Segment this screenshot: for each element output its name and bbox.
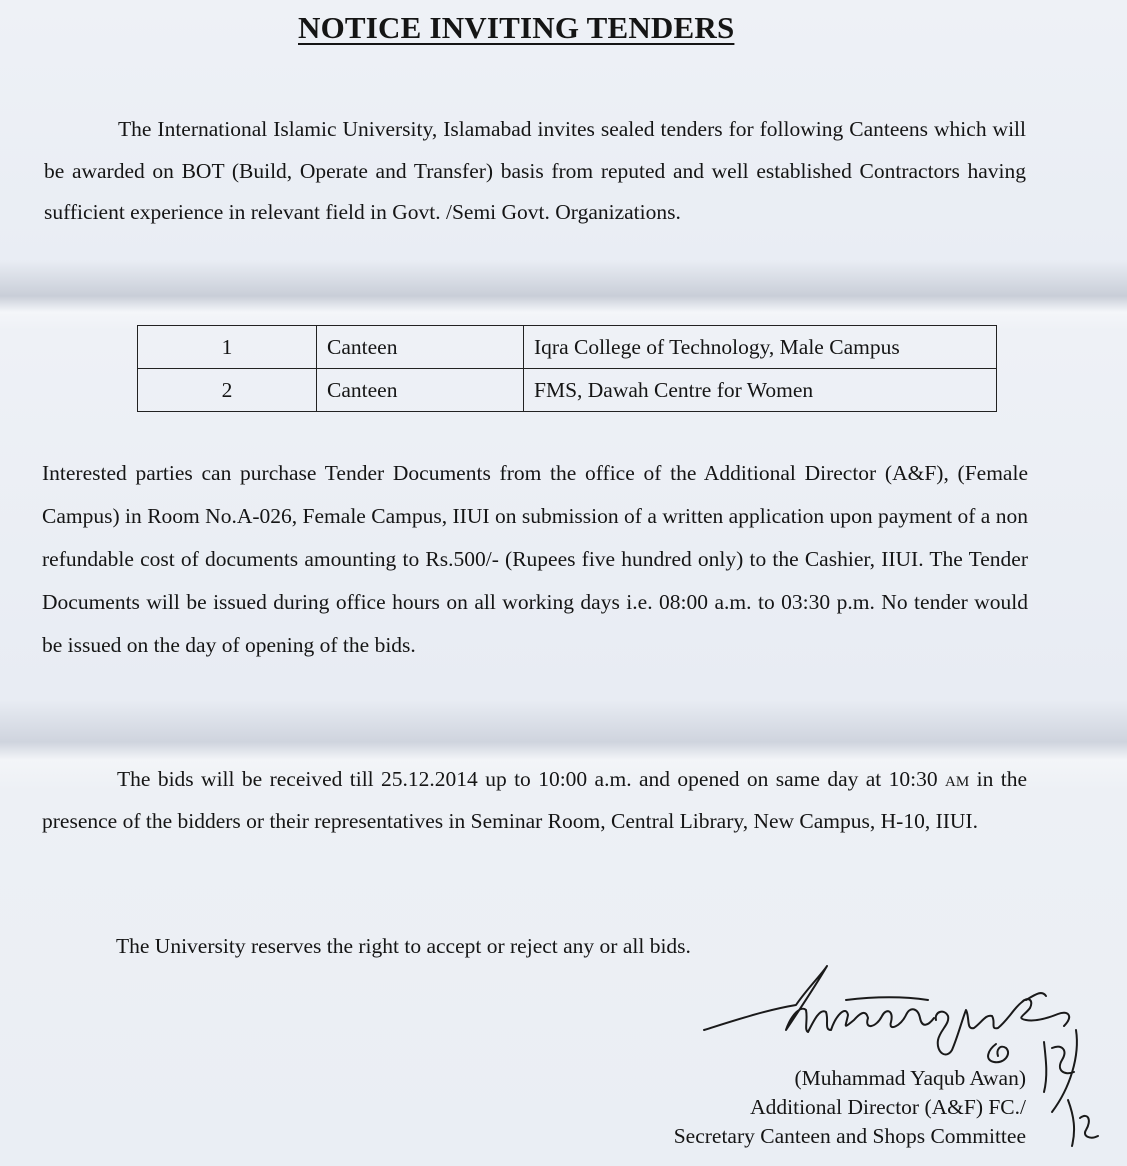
- intro-paragraph: The International Islamic University, Islamabad invites sealed tenders for following Canteens which will be awarded on BOT (Build, Operate and Transfer) basis from reputed and well established Contractors having sufficient experience in relevant field in Govt. /Semi Govt. Organizations.: [44, 117, 1026, 224]
- table-row: [138, 369, 997, 412]
- row-location: FMS, Dawah Centre for Women: [524, 369, 997, 412]
- signatory-name: (Muhammad Yaqub Awan): [794, 1066, 1026, 1090]
- signatory-designation: Additional Director (A&F) FC./: [750, 1095, 1026, 1119]
- row-location: Iqra College of Technology, Male Campus: [524, 326, 997, 369]
- row-number: 1: [138, 326, 317, 369]
- bids-text-am: am: [945, 767, 970, 791]
- bids-paragraph: [42, 758, 1027, 842]
- signatory-committee: Secretary Canteen and Shops Committee: [673, 1124, 1026, 1148]
- signature-block: [674, 1064, 1026, 1151]
- reserve-paragraph: The University reserves the right to accept or reject any or all bids.: [116, 934, 691, 958]
- row-type: Canteen: [317, 326, 524, 369]
- notice-title: NOTICE INVITING TENDERS: [298, 10, 735, 45]
- bids-text-part1: The bids will be received till 25.12.2014 up to 10:00 a.m. and opened on same day at 10:30: [117, 767, 946, 791]
- canteen-table: [137, 325, 997, 412]
- table-row: [138, 326, 997, 369]
- bids-text-part2: in the presence of the bidders or their representatives in Seminar Room, Central Library, New Campus, H-10, IIUI.: [42, 767, 1027, 833]
- purchase-paragraph: Interested parties can purchase Tender Documents from the office of the Additional Director (A&F), (Female Campus) in Room No.A-026, Female Campus, IIUI on submission of a written application upon payment of a non refundable cost of documents amounting to Rs.500/- (Rupees five hundred only) to the Cashier, IIUI. The Tender Documents will be issued during office hours on all working days i.e. 08:00 a.m. to 03:30 p.m. No tender would be issued on the day of opening of the bids.: [42, 461, 1028, 657]
- row-number: 2: [138, 369, 317, 412]
- row-type: Canteen: [317, 369, 524, 412]
